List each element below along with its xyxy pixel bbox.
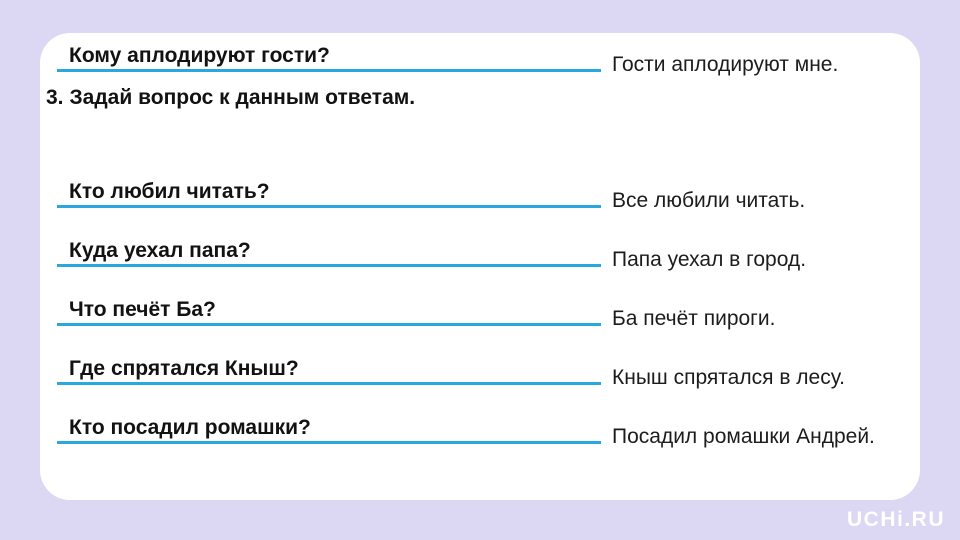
question-text: Кто любил читать?	[69, 180, 270, 203]
question-text: Куда уехал папа?	[69, 239, 251, 262]
qa-row	[40, 405, 920, 447]
question-answer-line[interactable]	[57, 287, 601, 326]
qa-row	[40, 287, 920, 329]
qa-row	[40, 346, 920, 388]
task-number: 3.	[46, 86, 64, 109]
answer-text: Посадил ромашки Андрей.	[612, 425, 875, 448]
question-answer-line[interactable]	[57, 33, 601, 72]
qa-row	[40, 169, 920, 211]
question-text: Кому аплодируют гости?	[69, 44, 330, 67]
answer-text: Папа уехал в город.	[612, 248, 807, 271]
question-text: Что печёт Ба?	[69, 298, 216, 321]
uchi-ru-logo: UCHi.RU	[847, 508, 945, 531]
question-answer-line[interactable]	[57, 346, 601, 385]
answer-text: Все любили читать.	[612, 189, 806, 212]
task-title	[46, 85, 415, 111]
worksheet-card	[40, 33, 920, 500]
question-text: Кто посадил ромашки?	[69, 416, 311, 439]
answer-text: Ба печёт пироги.	[612, 307, 776, 330]
qa-row	[40, 228, 920, 270]
question-answer-line[interactable]	[57, 228, 601, 267]
task-instruction: Задай вопрос к данным ответам.	[69, 86, 416, 109]
question-answer-line[interactable]	[57, 169, 601, 208]
question-answer-line[interactable]	[57, 405, 601, 444]
answer-text: Гости аплодируют мне.	[612, 53, 839, 76]
question-text: Где спрятался Кныш?	[69, 357, 299, 380]
answer-text: Кныш спрятался в лесу.	[612, 366, 845, 389]
qa-row	[40, 33, 920, 75]
